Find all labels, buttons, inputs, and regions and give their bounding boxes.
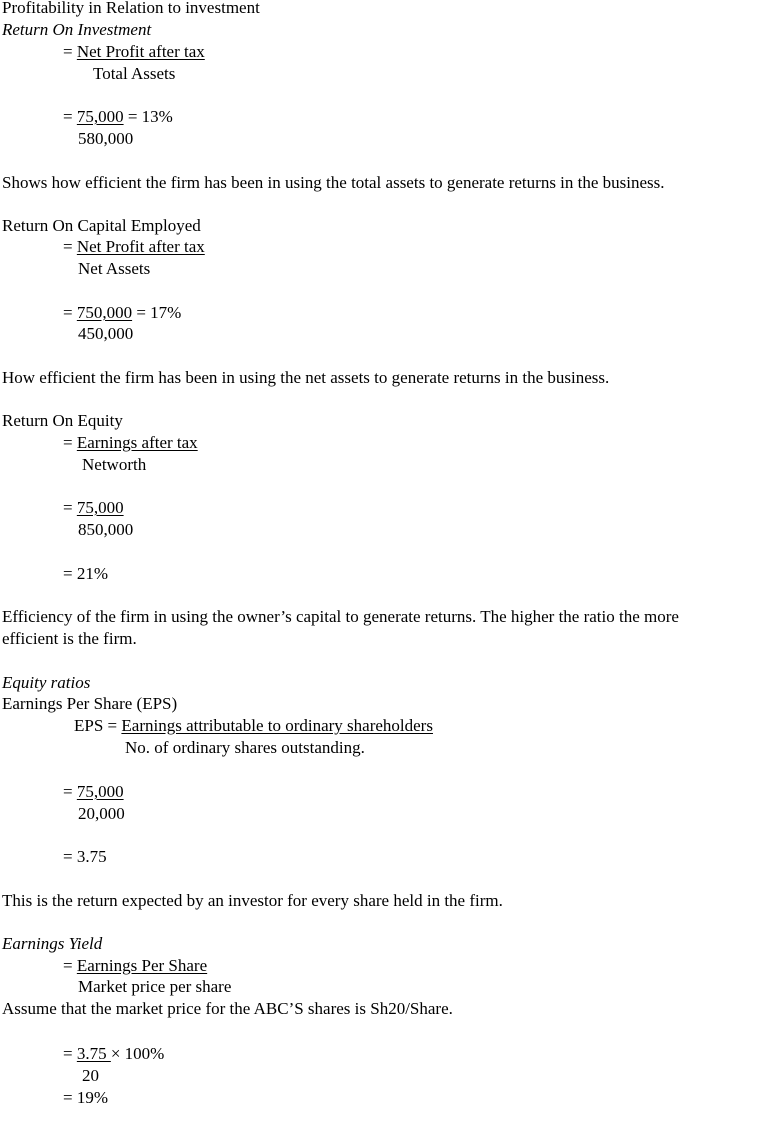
ey-calc (63, 1044, 164, 1064)
eps-formula (74, 716, 433, 736)
ey-formula-denominator: Market price per share (78, 977, 232, 996)
eps-title: Earnings Per Share (EPS) (2, 694, 178, 713)
roe-note-line1: Efficiency of the firm in using the owner’s capital to generate returns. The higher the ratio the more (2, 607, 679, 626)
roe-calc-eq: = (63, 498, 77, 517)
roi-formula (63, 42, 205, 62)
eps-calc-denominator: 20,000 (78, 804, 125, 823)
roi-calc-result: = 13% (123, 107, 173, 126)
roe-result: = 21% (63, 564, 108, 583)
roe-formula-eq: = (63, 433, 77, 452)
equity-ratios-title: Equity ratios (2, 673, 91, 692)
eps-formula-numerator: Earnings attributable to ordinary shareholders (121, 716, 433, 735)
roe-formula-numerator: Earnings after tax (76, 433, 198, 452)
roce-calc-numerator: 750,000 (76, 303, 133, 322)
roce-calc (63, 303, 181, 323)
roce-calc-eq: = (63, 303, 77, 322)
roi-calc-eq: = (63, 107, 77, 126)
roce-note: How efficient the firm has been in using the net assets to generate returns in the business. (2, 368, 610, 387)
roe-calc-numerator: 75,000 (76, 498, 124, 517)
eps-calc-eq: = (63, 782, 77, 801)
roe-note-line2: efficient is the firm. (2, 629, 137, 648)
ey-result: = 19% (63, 1088, 108, 1107)
roce-calc-denominator: 450,000 (78, 324, 134, 343)
roe-formula (63, 433, 198, 453)
roe-calc-denominator: 850,000 (78, 520, 134, 539)
roce-formula (63, 237, 205, 257)
ey-calc-eq: = (63, 1044, 77, 1063)
roe-calc (63, 498, 124, 518)
roe-title: Return On Equity (2, 411, 123, 430)
ey-calc-denominator: 20 (82, 1066, 99, 1085)
ey-calc-multiplier: × 100% (110, 1044, 165, 1063)
roi-note: Shows how efficient the firm has been in using the total assets to generate returns in the business. (2, 173, 665, 192)
roi-calc-numerator: 75,000 (76, 107, 124, 126)
roi-formula-eq: = (63, 42, 77, 61)
roi-calc-denominator: 580,000 (78, 129, 134, 148)
ey-calc-numerator: 3.75 (76, 1044, 111, 1063)
page-heading: Profitability in Relation to investment (2, 0, 260, 17)
roi-formula-numerator: Net Profit after tax (76, 42, 205, 61)
eps-formula-eq: EPS = (74, 716, 122, 735)
eps-calc-numerator: 75,000 (76, 782, 124, 801)
ey-title: Earnings Yield (2, 934, 103, 953)
roi-title: Return On Investment (2, 20, 152, 39)
roce-title: Return On Capital Employed (2, 216, 201, 235)
eps-calc (63, 782, 124, 802)
ey-formula (63, 956, 207, 976)
roce-formula-denominator: Net Assets (78, 259, 151, 278)
eps-note: This is the return expected by an investor for every share held in the firm. (2, 891, 503, 910)
eps-formula-denominator: No. of ordinary shares outstanding. (125, 738, 365, 757)
roce-calc-result: = 17% (132, 303, 182, 322)
roe-formula-denominator: Networth (82, 455, 147, 474)
ey-assumption: Assume that the market price for the ABC’S shares is Sh20/Share. (2, 999, 453, 1018)
roce-formula-numerator: Net Profit after tax (76, 237, 205, 256)
ey-formula-eq: = (63, 956, 77, 975)
ey-formula-numerator: Earnings Per Share (76, 956, 208, 975)
eps-result: = 3.75 (63, 847, 107, 866)
roi-formula-denominator: Total Assets (93, 64, 176, 83)
roce-formula-eq: = (63, 237, 77, 256)
roi-calc (63, 107, 173, 127)
